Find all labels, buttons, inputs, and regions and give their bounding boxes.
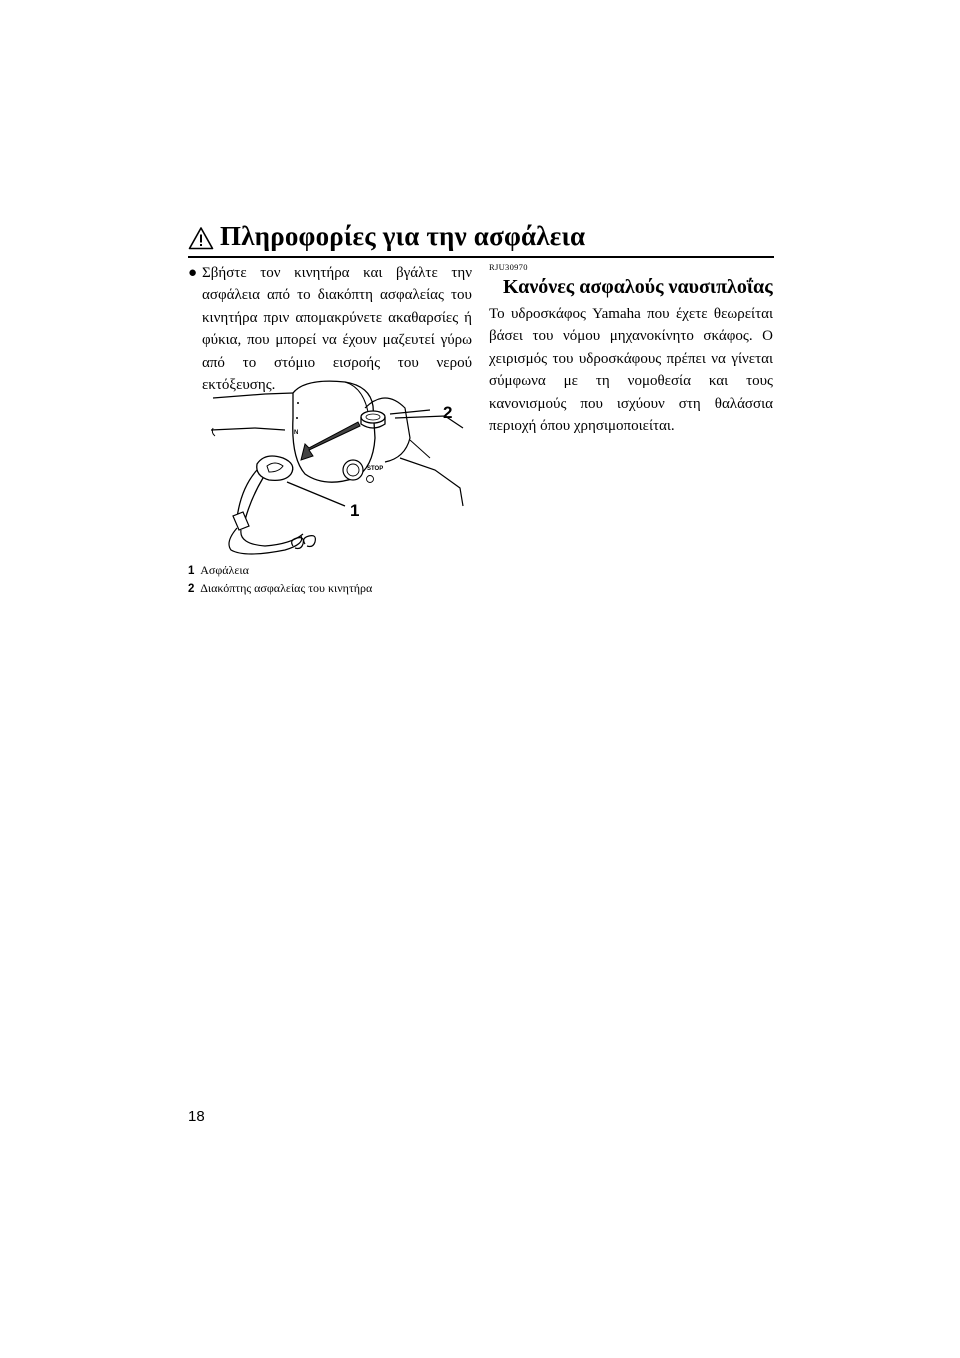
bullet-text: Σβήστε τον κινητήρα και βγάλτε την ασφάλεια από το διακόπτη ασφαλείας του κινητήρα πριν απομακρύνετε ακαθαρσίες ή φύκια, που μπορεί να έχουν μαζευτεί γύρω από το στόμιο εισροής του νερού εκτόξευσης. xyxy=(202,265,472,394)
warning-triangle-icon xyxy=(188,226,214,250)
figure-captions xyxy=(188,562,372,598)
section-paragraph: Το υδροσκάφος Yamaha που έχετε θεωρείται βάσει του νόμου μηχανοκίνητο σκάφος. Ο χειρισμός του υδροσκάφους πρέπει να γίνεται σύμφωνα με τη νομοθεσία και τους κανονισμούς που ισχύουν στη θαλάσσια περιοχή όπου χρησιμοποιείται. xyxy=(489,306,773,435)
reference-code: RJU30970 xyxy=(489,262,528,272)
n-label: N xyxy=(294,430,299,436)
page-header xyxy=(188,222,774,258)
left-column xyxy=(188,262,472,396)
right-column xyxy=(489,262,773,437)
section-heading: Κανόνες ασφαλούς ναυσιπλοΐας xyxy=(503,276,773,298)
engine-stop-switch-illustration xyxy=(205,378,467,558)
bullet-item xyxy=(188,262,472,396)
stop-label: STOP xyxy=(367,466,384,472)
page-title: Πληροφορίες για την ασφάλεια xyxy=(220,221,586,251)
bullet-symbol: ● xyxy=(188,265,198,281)
caption-number: 1 xyxy=(188,565,195,577)
callout-2: 2 xyxy=(443,403,453,422)
callout-1: 1 xyxy=(350,501,360,520)
caption-text: Ασφάλεια xyxy=(200,563,249,577)
caption-1 xyxy=(188,562,372,580)
page-number: 18 xyxy=(188,1108,205,1125)
caption-2 xyxy=(188,580,372,598)
caption-text: Διακόπτης ασφαλείας του κινητήρα xyxy=(200,581,373,595)
caption-number: 2 xyxy=(188,583,195,595)
